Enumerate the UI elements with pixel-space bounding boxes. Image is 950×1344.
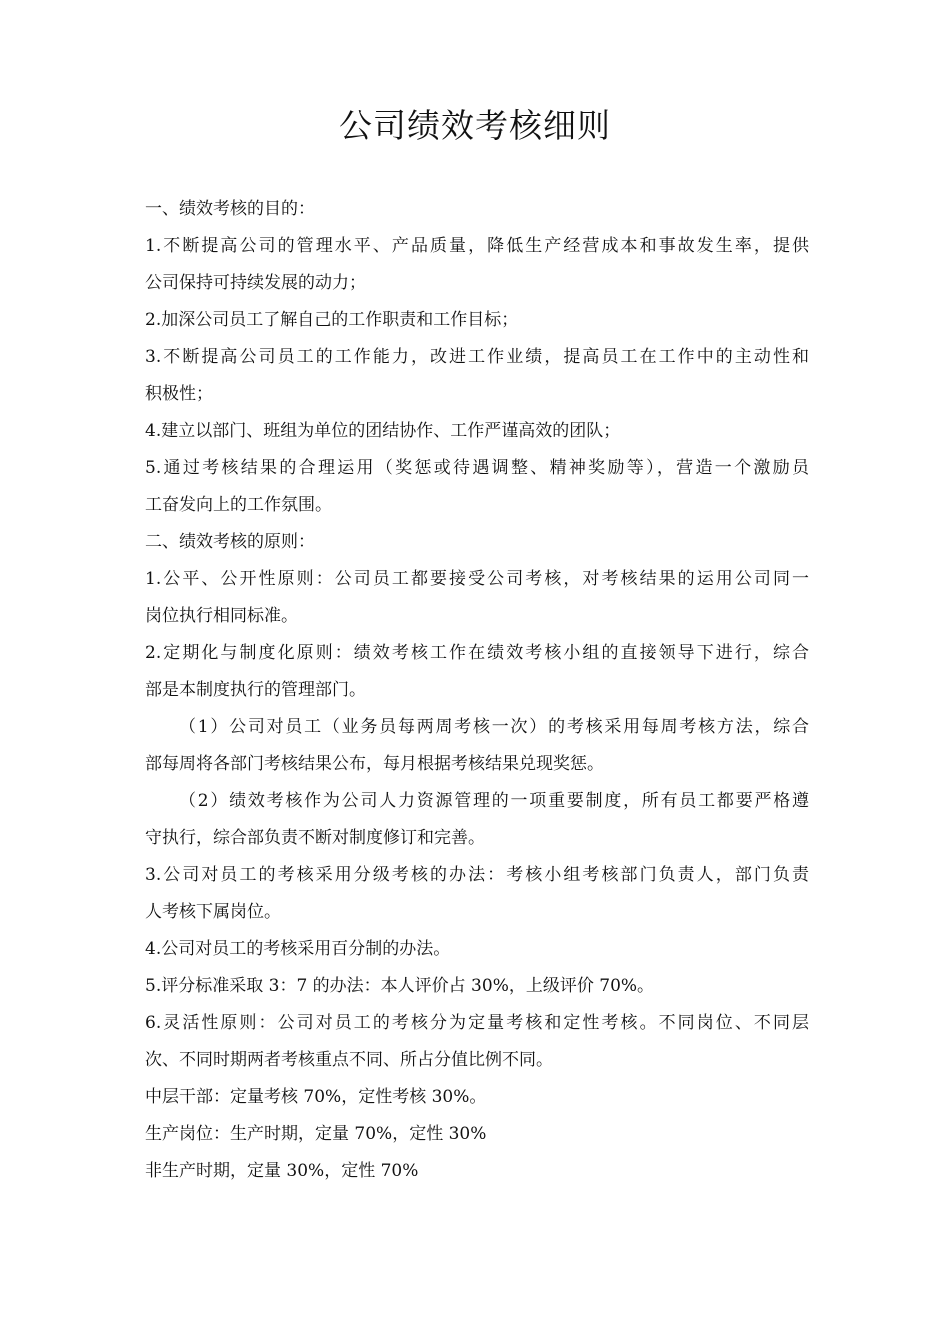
paragraph-line: 5.通过考核结果的合理运用（奖惩或待遇调整、精神奖励等），营造一个激励员 xyxy=(145,458,809,478)
paragraph-line: 2.加深公司员工了解自己的工作职责和工作目标； xyxy=(145,310,519,330)
paragraph-line: 1.公平、公开性原则：公司员工都要接受公司考核，对考核结果的运用公司同一 xyxy=(145,569,809,589)
paragraph-line: 1.不断提高公司的管理水平、产品质量，降低生产经营成本和事故发生率，提供 xyxy=(145,236,809,256)
paragraph-line: 4.公司对员工的考核采用百分制的办法。 xyxy=(145,939,451,959)
paragraph-line: 公司保持可持续发展的动力； xyxy=(145,273,366,293)
paragraph-line: 3.不断提高公司员工的工作能力，改进工作业绩，提高员工在工作中的主动性和 xyxy=(145,347,809,367)
document-title: 公司绩效考核细则 xyxy=(339,106,611,145)
paragraph-line: 积极性； xyxy=(145,384,213,404)
paragraph-line: 3.公司对员工的考核采用分级考核的办法：考核小组考核部门负责人，部门负责 xyxy=(145,865,809,885)
paragraph-line: 生产岗位：生产时期，定量 70%，定性 30% xyxy=(145,1124,487,1144)
paragraph-line: 4.建立以部门、班组为单位的团结协作、工作严谨高效的团队； xyxy=(145,421,621,441)
paragraph-line: 一、绩效考核的目的： xyxy=(145,199,315,219)
paragraph-line: 非生产时期，定量 30%，定性 70% xyxy=(145,1161,419,1181)
paragraph-line: 二、绩效考核的原则： xyxy=(145,532,315,552)
paragraph-line: 中层干部：定量考核 70%，定性考核 30%。 xyxy=(145,1087,487,1107)
paragraph-line: 部是本制度执行的管理部门。 xyxy=(145,680,366,700)
paragraph-line: （1）公司对员工（业务员每两周考核一次）的考核采用每周考核方法，综合 xyxy=(179,717,809,737)
paragraph-line: 岗位执行相同标准。 xyxy=(145,606,298,626)
paragraph-line: 6.灵活性原则：公司对员工的考核分为定量考核和定性考核。不同岗位、不同层 xyxy=(145,1013,809,1033)
paragraph-line: （2）绩效考核作为公司人力资源管理的一项重要制度，所有员工都要严格遵 xyxy=(179,791,809,811)
document-body xyxy=(145,191,809,1190)
paragraph-line: 次、不同时期两者考核重点不同、所占分值比例不同。 xyxy=(145,1050,553,1070)
paragraph-line: 守执行，综合部负责不断对制度修订和完善。 xyxy=(145,828,485,848)
paragraph-line: 5.评分标准采取 3：7 的办法：本人评价占 30%，上级评价 70%。 xyxy=(145,976,655,996)
paragraph-line: 工奋发向上的工作氛围。 xyxy=(145,495,332,515)
paragraph-line: 2.定期化与制度化原则：绩效考核工作在绩效考核小组的直接领导下进行，综合 xyxy=(145,643,809,663)
paragraph-line: 部每周将各部门考核结果公布，每月根据考核结果兑现奖惩。 xyxy=(145,754,604,774)
paragraph-line: 人考核下属岗位。 xyxy=(145,902,281,922)
